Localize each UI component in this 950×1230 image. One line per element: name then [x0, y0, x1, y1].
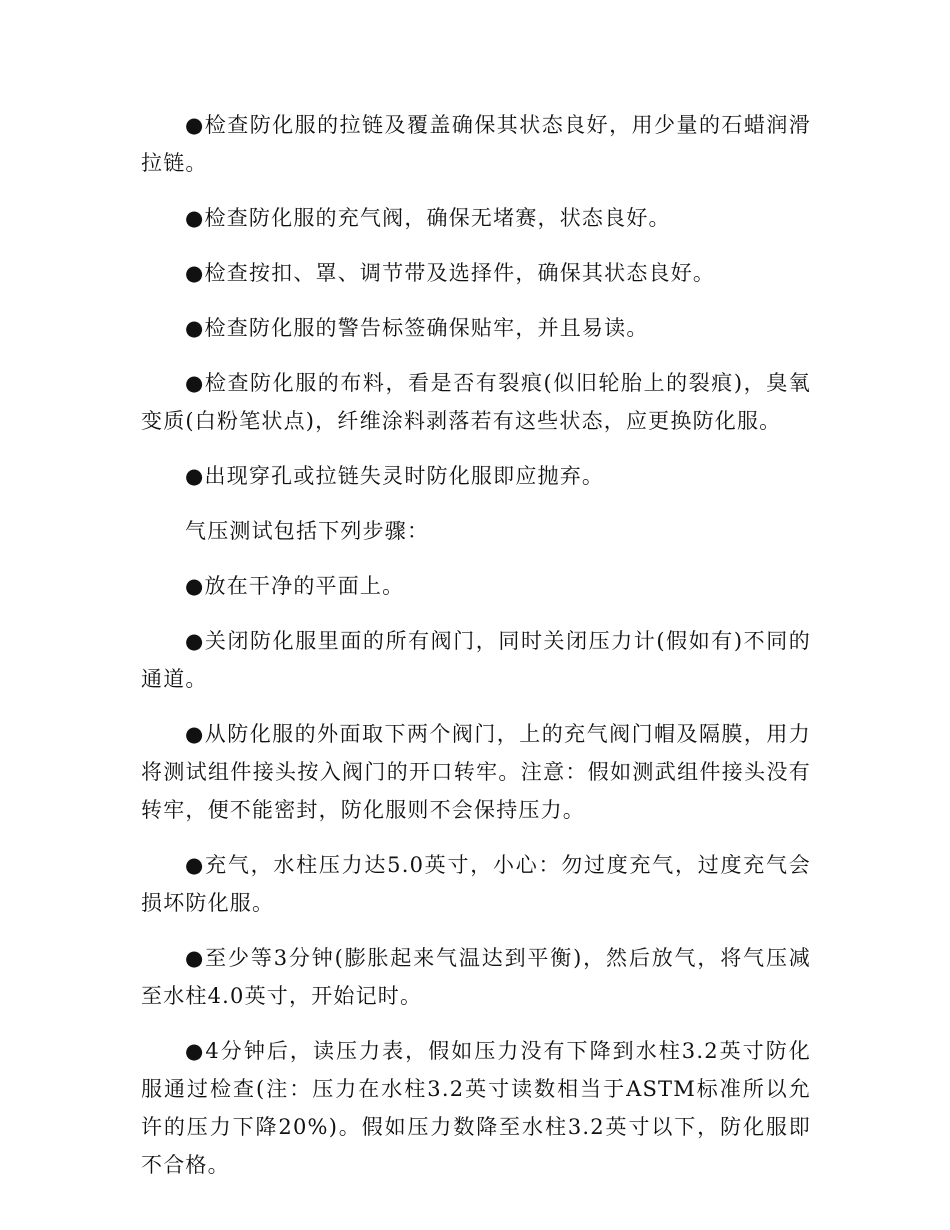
paragraph-pressure-test-intro: 气压测试包括下列步骤： [185, 519, 430, 543]
document-body [141, 106, 811, 1201]
paragraph-close-valves: ●关闭防化服里面的所有阀门，同时关闭压力计(假如有)不同的通道。 [141, 629, 811, 691]
paragraph-fabric-check: ●检查防化服的布料，看是否有裂痕(似旧轮胎上的裂痕)，臭氧变质(白粉笔状点)，纤维涂料剥落若有这些状态，应更换防化服。 [141, 371, 811, 433]
paragraph-inflate: ●充气，水柱压力达5.0英寸，小心：勿过度充气，过度充气会损坏防化服。 [141, 853, 811, 915]
paragraph-snaps-check: ●检查按扣、罩、调节带及选择件，确保其状态良好。 [185, 261, 716, 285]
paragraph-attach-test-kit: ●从防化服的外面取下两个阀门，上的充气阀门帽及隔膜，用力将测试组件接头按入阀门的开口转牢。注意：假如测武组件接头没有转牢，便不能密封，防化服则不会保持压力。 [141, 722, 811, 822]
paragraph-inflation-valve-check: ●检查防化服的充气阀，确保无堵赛，状态良好。 [185, 206, 671, 230]
paragraph-warning-label-check: ●检查防化服的警告标签确保贴牢，并且易读。 [185, 316, 649, 340]
paragraph-zipper-check: ●检查防化服的拉链及覆盖确保其状态良好，用少量的石蜡润滑拉链。 [141, 113, 811, 175]
paragraph-wait-and-deflate: ●至少等3分钟(膨胀起来气温达到平衡)，然后放气，将气压减至水柱4.0英寸，开始记时。 [141, 946, 811, 1008]
paragraph-flat-surface: ●放在干净的平面上。 [185, 574, 405, 598]
paragraph-read-gauge: ●4分钟后，读压力表，假如压力没有下降到水柱3.2英寸防化服通过检查(注：压力在水柱3.2英寸读数相当于ASTM标准所以允许的压力下降20%)。假如压力数降至水柱3.2英寸以下，防化服即不合格。 [141, 1039, 811, 1177]
paragraph-discard-rule: ●出现穿孔或拉链失灵时防化服即应抛弃。 [185, 464, 605, 488]
